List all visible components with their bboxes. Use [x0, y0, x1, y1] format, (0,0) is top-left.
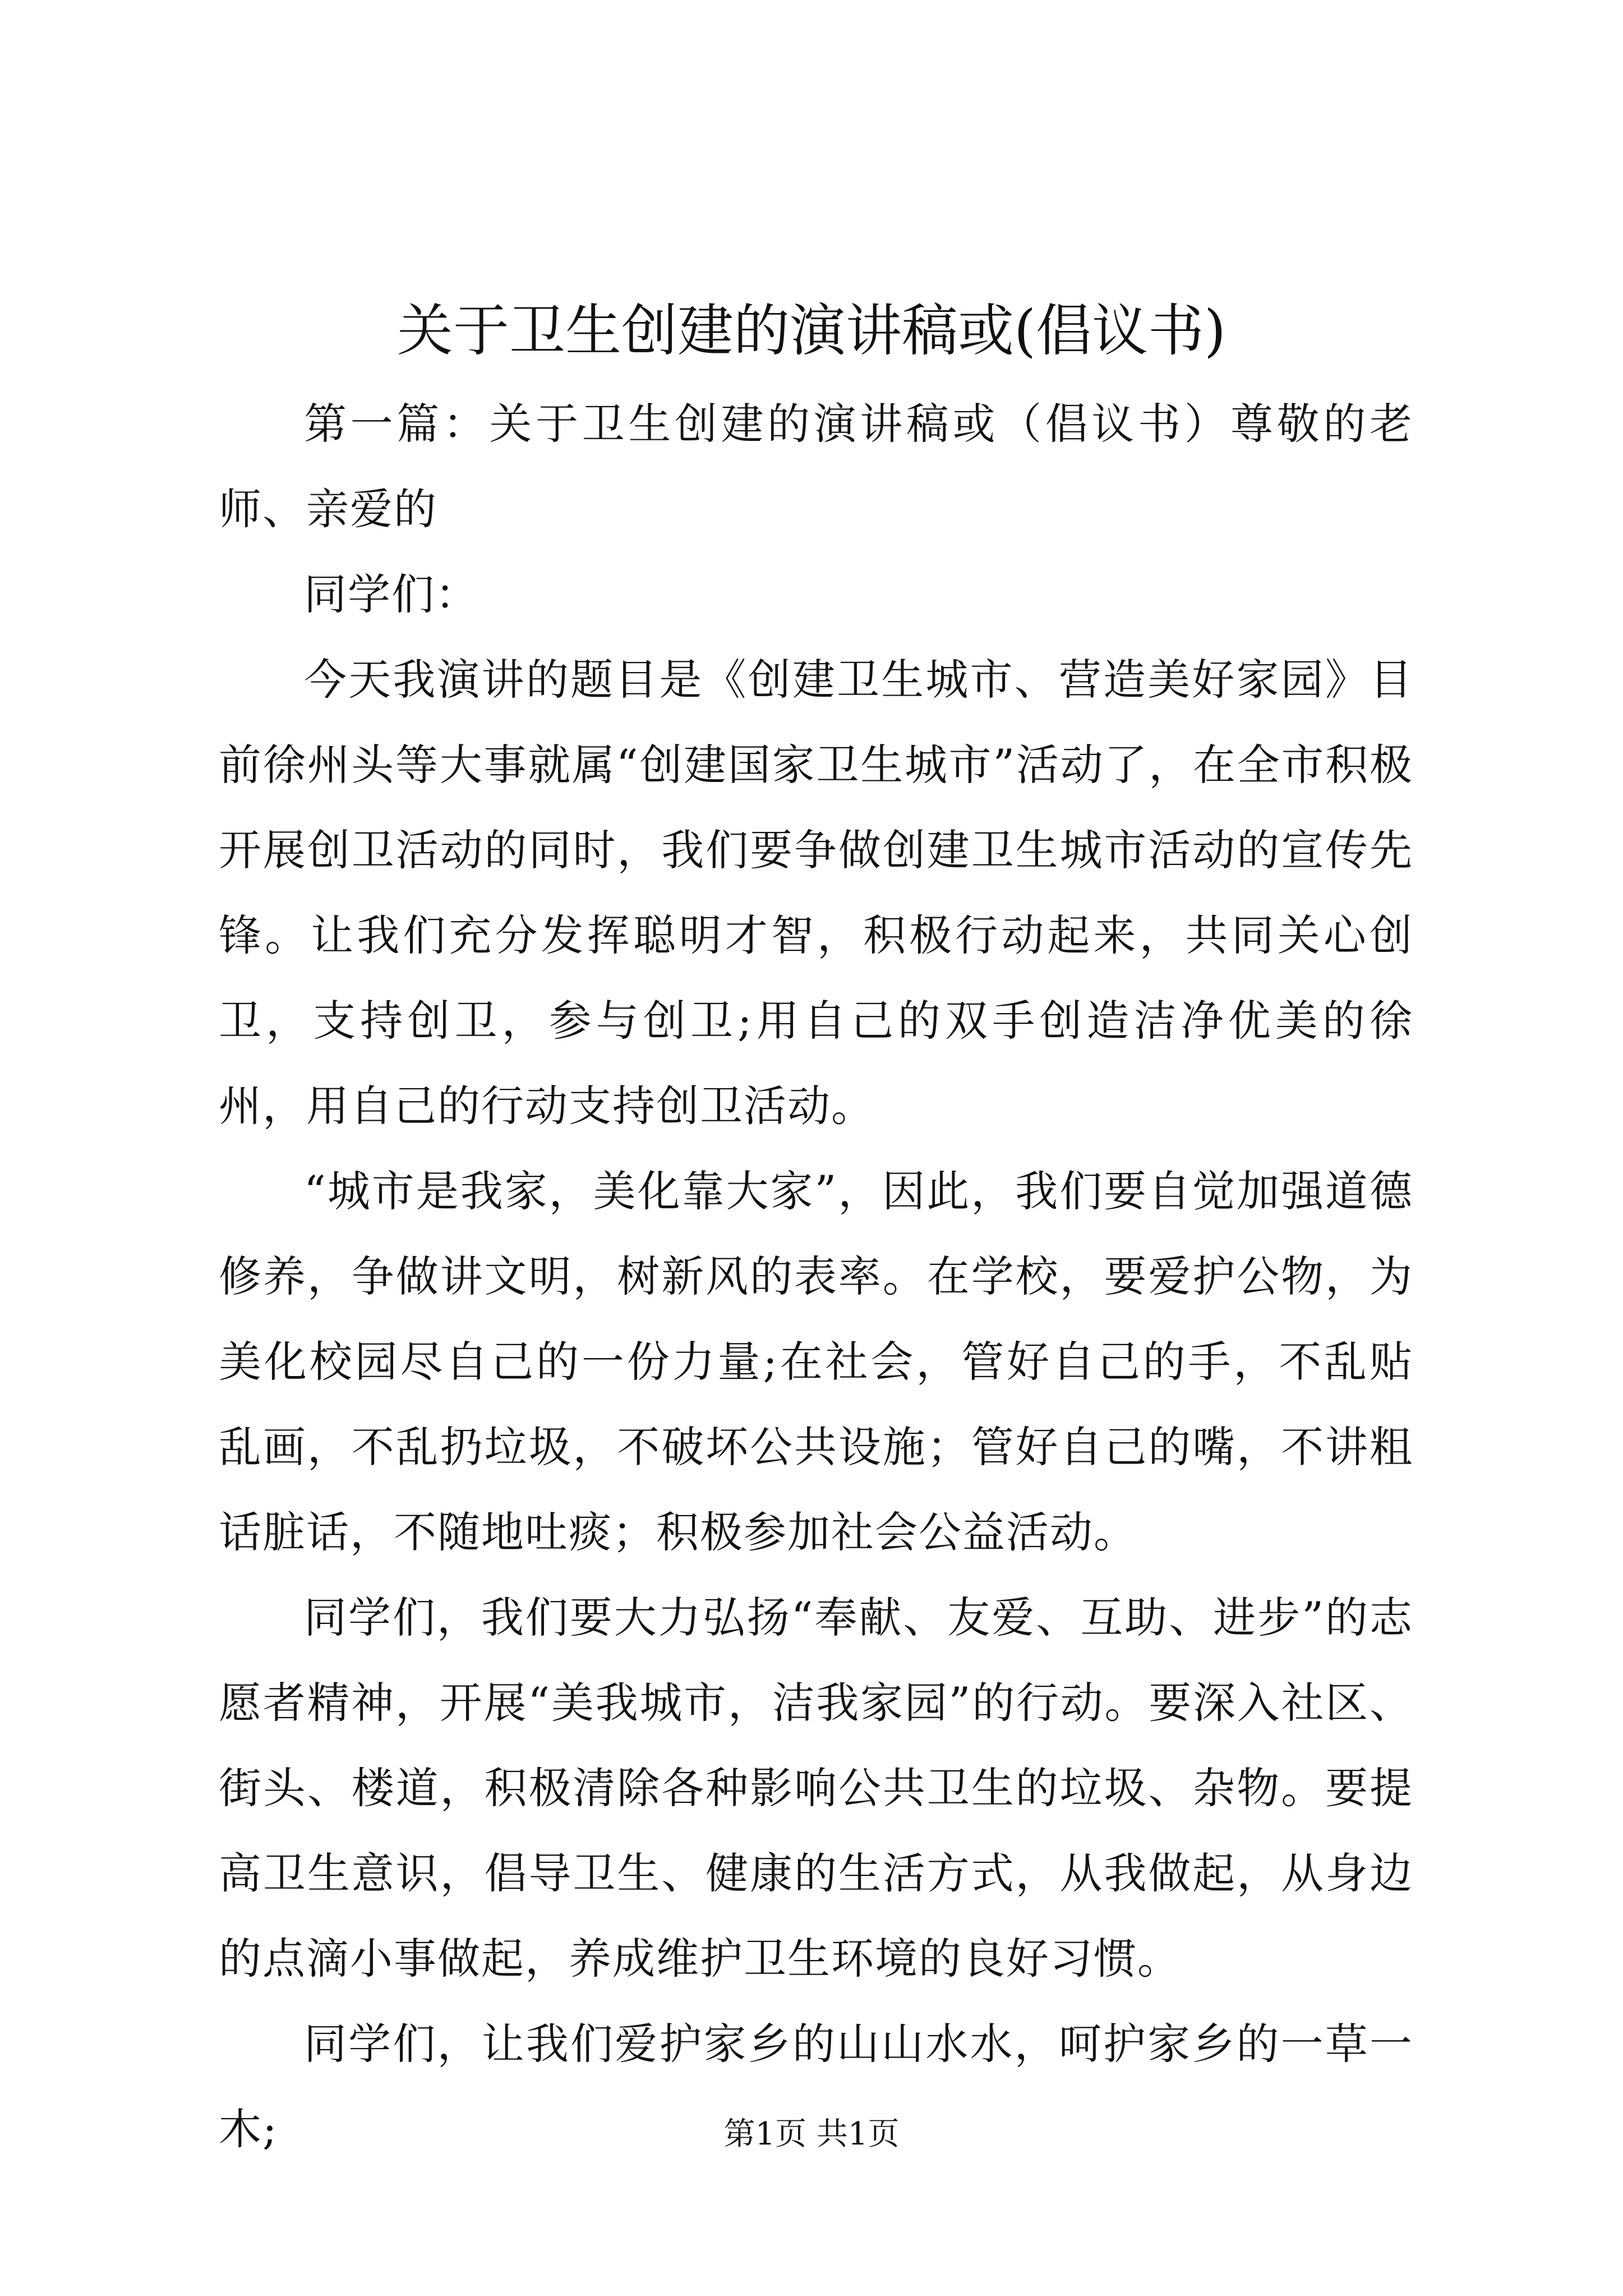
- paragraph-5: 同学们，我们要大力弘扬“奉献、友爱、互助、进步”的志愿者精神，开展“美我城市，洁我家园”的行动。要深入社区、街头、楼道，积极清除各种影响公共卫生的垃圾、杂物。要提高卫生意识，倡导卫生、健康的生活方式，从我做起，从身边的点滴小事做起，养成维护卫生环境的良好习惯。: [219, 1593, 1413, 1984]
- paragraph-3: 今天我演讲的题目是《创建卫生城市、营造美好家园》目前徐州头等大事就属“创建国家卫生城市”活动了，在全市积极开展创卫活动的同时，我们要争做创建卫生城市活动的宣传先锋。让我们充分发挥聪明才智，积极行动起来，共同关心创卫，支持创卫，参与创卫;用自己的双手创造洁净优美的徐州，用自己的行动支持创卫活动。: [219, 655, 1413, 1131]
- paragraph-1: 第一篇：关于卫生创建的演讲稿或（倡议书）尊敬的老师、亲爱的: [219, 399, 1413, 534]
- page-footer: 第1页 共1页: [723, 2116, 900, 2152]
- document-body: [219, 381, 1413, 2172]
- document-title: 关于卫生创建的演讲稿或(倡议书): [396, 298, 1227, 364]
- paragraph-6: 同学们，让我们爱护家乡的山山水水，呵护家乡的一草一木;: [219, 2019, 1413, 2154]
- paragraph-4: “城市是我家，美化靠大家”，因此，我们要自觉加强道德修养，争做讲文明，树新风的表率。在学校，要爱护公物，为美化校园尽自己的一份力量;在社会，管好自己的手，不乱贴乱画，不乱扔垃圾，不破坏公共设施；管好自己的嘴，不讲粗话脏话，不随地吐痰；积极参加社会公益活动。: [219, 1166, 1413, 1557]
- paragraph-2: 同学们：: [304, 569, 479, 619]
